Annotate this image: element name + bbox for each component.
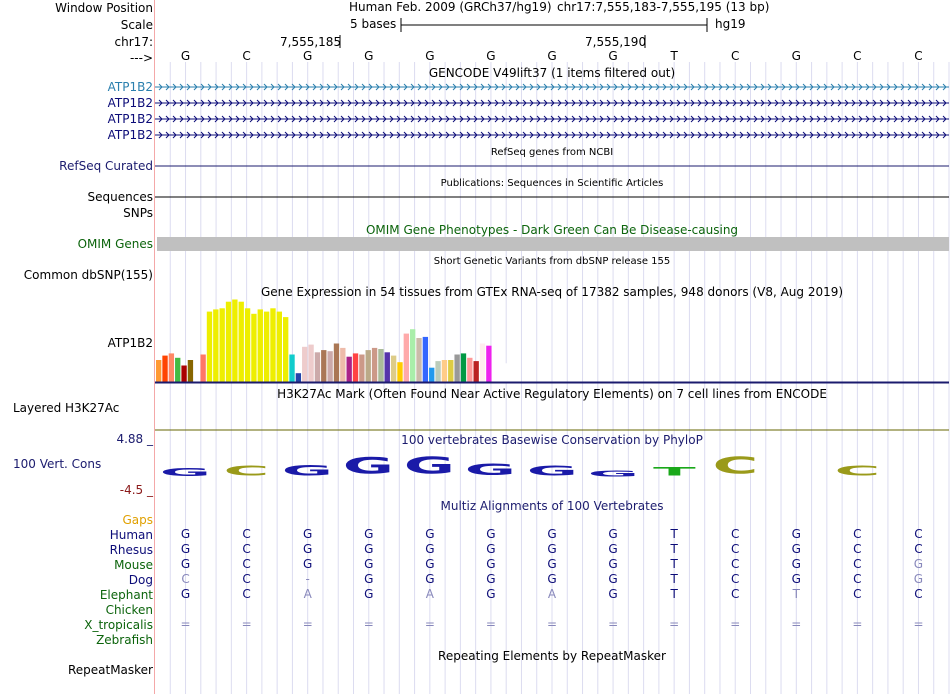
aligned-base: G <box>425 542 435 556</box>
gtex-tissue-bar <box>359 355 364 383</box>
gtex-tissue-bar <box>327 351 332 382</box>
aligned-base: G <box>486 527 496 541</box>
aligned-base: A <box>547 587 557 601</box>
gtex-tissue-bar <box>423 337 428 382</box>
aligned-base: C <box>914 587 923 601</box>
aligned-base: T <box>670 557 678 571</box>
aligned-base: = <box>852 617 863 631</box>
pubs-track-title: Publications: Sequences in Scientific Articles <box>440 178 664 189</box>
aligned-base: = <box>302 617 313 631</box>
aligned-base: G <box>180 527 191 541</box>
aligned-base: = <box>180 617 191 631</box>
aligned-base: G <box>547 557 557 571</box>
gtex-tissue-bar <box>258 309 263 382</box>
conservation-base: G <box>404 452 456 480</box>
species-label: Elephant <box>99 588 153 602</box>
aligned-base: C <box>242 527 251 541</box>
chrom-label: chr17: <box>114 35 153 49</box>
aligned-base: = <box>913 617 924 631</box>
conservation-base: G <box>587 469 639 479</box>
gtex-tissue-bar <box>378 349 383 382</box>
aligned-base: G <box>791 572 801 586</box>
aligned-base: T <box>670 572 678 586</box>
aligned-base: C <box>242 542 251 556</box>
aligned-base: G <box>303 527 313 541</box>
aligned-base: = <box>424 617 435 631</box>
aligned-base: G <box>791 557 801 571</box>
aligned-base: = <box>791 617 802 631</box>
multiz-track-title: Multiz Alignments of 100 Vertebrates <box>440 499 664 513</box>
sequences-track-label[interactable]: Sequences <box>87 190 153 204</box>
aligned-base: G <box>364 527 374 541</box>
gtex-track-title: Gene Expression in 54 tissues from GTEx RNA-seq of 17382 samples, 948 donors (V8, Aug 2019) <box>260 285 844 299</box>
aligned-base: G <box>364 557 374 571</box>
gtex-tissue-bar <box>239 302 244 382</box>
gtex-tissue-bar <box>467 358 472 382</box>
aligned-base: G <box>486 542 496 556</box>
gtex-tissue-bar <box>505 363 510 382</box>
conservation-base: G <box>526 464 578 479</box>
strand-label: ---> <box>129 51 153 65</box>
aligned-base: - <box>305 572 310 586</box>
scale-bar-text: 5 bases <box>350 17 397 31</box>
aligned-base: T <box>670 587 678 601</box>
gtex-tissue-bar <box>429 368 434 382</box>
base-letter: G <box>303 49 313 63</box>
aligned-base: C <box>853 542 862 556</box>
aligned-base: G <box>425 572 435 586</box>
position-text: chr17:7,555,183-7,555,195 (13 bp) <box>557 0 770 14</box>
omim-phenotype-bar <box>157 237 949 251</box>
gtex-tissue-bar <box>442 360 447 382</box>
base-letter: C <box>242 49 251 63</box>
gtex-tissue-bar <box>334 344 339 383</box>
aligned-base: G <box>486 587 496 601</box>
aligned-base: G <box>486 557 496 571</box>
conservation-base: G <box>465 460 517 480</box>
aligned-base: C <box>731 527 740 541</box>
aligned-base: C <box>242 572 251 586</box>
gencode-track-title: GENCODE V49lift37 (1 items filtered out) <box>428 66 676 80</box>
aligned-base: C <box>853 572 862 586</box>
aligned-base: G <box>364 572 374 586</box>
aligned-base: = <box>608 617 619 631</box>
species-label: Human <box>109 528 153 542</box>
aligned-base: G <box>547 572 557 586</box>
gtex-tissue-bar <box>366 350 371 382</box>
aligned-base: G <box>791 542 801 556</box>
base-letter: C <box>914 49 923 63</box>
aligned-base: C <box>914 542 923 556</box>
aligned-base: G <box>608 587 618 601</box>
species-label: Zebrafish <box>96 633 153 647</box>
repeatmasker-track-label[interactable]: RepeatMasker <box>67 663 153 677</box>
gtex-tissue-bar <box>416 338 421 382</box>
window-position-label: Window Position <box>55 1 153 15</box>
species-label: Gaps <box>122 513 153 527</box>
aligned-base: = <box>363 617 374 631</box>
gtex-tissue-bar <box>226 302 231 382</box>
omim-track-label[interactable]: OMIM Genes <box>77 237 153 251</box>
aligned-base: = <box>547 617 558 631</box>
gtex-tissue-bar <box>270 308 275 382</box>
gencode-track-label[interactable]: ATP1B2 <box>107 80 153 94</box>
aligned-base: = <box>241 617 252 631</box>
species-label: Chicken <box>105 603 153 617</box>
scale-label: Scale <box>120 18 153 32</box>
cons-max-label: 4.88 _ <box>116 432 153 446</box>
base-letter: T <box>670 49 678 63</box>
aligned-base: G <box>608 542 618 556</box>
species-label: Mouse <box>114 558 153 572</box>
aligned-base: G <box>180 557 191 571</box>
base-letter: C <box>731 49 740 63</box>
base-letter: G <box>791 49 801 63</box>
gtex-tissue-bar <box>321 350 326 382</box>
base-letter: C <box>853 49 862 63</box>
species-label: X_tropicalis <box>84 618 153 632</box>
aligned-base: G <box>180 587 191 601</box>
aligned-base: C <box>853 557 862 571</box>
aligned-base: T <box>792 587 800 601</box>
gencode-track-label[interactable]: ATP1B2 <box>107 128 153 142</box>
aligned-base: C <box>242 557 251 571</box>
gtex-tissue-bar <box>213 309 218 382</box>
assembly-text: Human Feb. 2009 (GRCh37/hg19) <box>349 0 552 14</box>
conservation-base: G <box>159 466 212 479</box>
aligned-base: G <box>303 542 313 556</box>
gencode-track-label[interactable]: ATP1B2 <box>107 112 153 126</box>
gtex-tissue-bar <box>251 314 256 382</box>
gtex-tissue-bar <box>277 312 282 382</box>
aligned-base: G <box>425 557 435 571</box>
aligned-base: C <box>853 527 862 541</box>
aligned-base: = <box>730 617 741 631</box>
gtex-tissue-bar <box>220 308 225 382</box>
aligned-base: = <box>485 617 496 631</box>
aligned-base: G <box>486 572 496 586</box>
gtex-tissue-bar <box>207 312 212 382</box>
gtex-tissue-bar <box>169 353 174 382</box>
aligned-base: G <box>364 542 374 556</box>
omim-track-title: OMIM Gene Phenotypes - Dark Green Can Be Disease-causing <box>365 223 739 237</box>
aligned-base: C <box>181 572 190 586</box>
aligned-base: G <box>608 527 618 541</box>
aligned-base: G <box>425 527 435 541</box>
conservation-base: G <box>343 454 395 480</box>
gtex-tissue-bar <box>461 353 466 382</box>
gtex-tissue-bar <box>264 312 269 382</box>
repeatmasker-track-title: Repeating Elements by RepeatMasker <box>438 649 666 663</box>
cons-track-title: 100 vertebrates Basewise Conservation by PhyloP <box>401 433 703 447</box>
gtex-tissue-bar <box>200 355 205 383</box>
base-letter: G <box>364 49 374 63</box>
gtex-tissue-bar <box>188 360 193 382</box>
gtex-tissue-bar <box>480 344 485 383</box>
gtex-tissue-bar <box>397 362 402 382</box>
gtex-tissue-bar <box>302 347 307 382</box>
dbsnp-track-title: Short Genetic Variants from dbSNP release 155 <box>433 256 671 267</box>
gtex-tissue-bar <box>340 348 345 382</box>
gtex-tissue-bar <box>385 352 390 382</box>
conservation-base: C <box>712 452 759 480</box>
gtex-track-label[interactable]: ATP1B2 <box>107 336 153 350</box>
gtex-tissue-bar <box>448 360 453 382</box>
gtex-tissue-bar <box>353 353 358 382</box>
assembly-db-text: hg19 <box>715 17 746 31</box>
aligned-base: G <box>913 572 924 586</box>
aligned-base: A <box>303 587 312 601</box>
gtex-tissue-bar <box>156 360 161 382</box>
h3k27ac-track-label[interactable]: Layered H3K27Ac <box>13 401 120 415</box>
refseq-track-title: RefSeq genes from NCBI <box>490 147 614 158</box>
aligned-base: C <box>731 572 740 586</box>
gtex-tissue-bar <box>493 367 498 382</box>
gtex-tissue-bar <box>162 356 167 382</box>
gtex-tissue-bar <box>486 346 491 382</box>
gtex-tissue-bar <box>435 361 440 382</box>
gtex-tissue-bar <box>372 348 377 382</box>
aligned-base: C <box>242 587 251 601</box>
gtex-tissue-bar <box>175 358 180 382</box>
refseq-track-label[interactable]: RefSeq Curated <box>59 159 153 173</box>
aligned-base: G <box>913 557 924 571</box>
gtex-tissue-bar <box>454 355 459 383</box>
aligned-base: C <box>731 557 740 571</box>
aligned-base: G <box>547 542 557 556</box>
gtex-tissue-bar <box>315 352 320 382</box>
gtex-tissue-bar <box>296 373 301 382</box>
gtex-tissue-bar <box>474 361 479 382</box>
aligned-base: T <box>670 542 678 556</box>
coord-label: 7,555,190 <box>585 35 647 49</box>
base-letter: G <box>486 49 496 63</box>
aligned-base: G <box>791 527 801 541</box>
h3k27ac-track-title: H3K27Ac Mark (Often Found Near Active Regulatory Elements) on 7 cell lines from ENCODE <box>277 387 827 401</box>
aligned-base: = <box>669 617 680 631</box>
aligned-base: G <box>608 572 618 586</box>
gtex-tissue-bar <box>410 329 415 382</box>
base-letter: G <box>547 49 557 63</box>
aligned-base: G <box>303 557 313 571</box>
aligned-base: C <box>914 527 923 541</box>
base-letter: G <box>180 49 191 63</box>
cons-min-label: -4.5 _ <box>119 483 153 497</box>
dbsnp-track-label[interactable]: Common dbSNP(155) <box>23 268 153 282</box>
conservation-base: G <box>282 462 334 480</box>
aligned-base: C <box>731 542 740 556</box>
gtex-tissue-bar <box>391 356 396 382</box>
conservation-base: C <box>834 464 881 479</box>
aligned-base: G <box>364 587 374 601</box>
conservation-base: T <box>652 465 696 479</box>
gtex-tissue-bar <box>347 357 352 382</box>
aligned-base: T <box>670 527 678 541</box>
aligned-base: C <box>853 587 862 601</box>
gencode-track-label[interactable]: ATP1B2 <box>107 96 153 110</box>
aligned-base: A <box>425 587 434 601</box>
aligned-base: C <box>731 587 740 601</box>
aligned-base: G <box>547 527 557 541</box>
gtex-tissue-bar <box>181 366 186 383</box>
species-label: Dog <box>128 573 153 587</box>
gtex-tissue-bar <box>404 334 409 382</box>
gtex-tissue-bar <box>283 317 288 382</box>
conservation-base: C <box>223 464 270 479</box>
gtex-tissue-bar <box>232 300 237 383</box>
snps-track-label[interactable]: SNPs <box>123 206 153 220</box>
aligned-base: G <box>180 542 191 556</box>
gtex-tissue-bar <box>289 355 294 383</box>
species-label: Rhesus <box>109 543 153 557</box>
gtex-tissue-bar <box>499 360 504 382</box>
base-letter: G <box>425 49 435 63</box>
cons-track-label[interactable]: 100 Vert. Cons <box>13 457 102 471</box>
aligned-base: G <box>608 557 618 571</box>
gtex-tissue-bar <box>308 345 313 382</box>
coord-label: 7,555,185 <box>280 35 342 49</box>
base-letter: G <box>608 49 618 63</box>
gtex-tissue-bar <box>245 308 250 382</box>
gtex-tissue-bar <box>194 353 199 382</box>
